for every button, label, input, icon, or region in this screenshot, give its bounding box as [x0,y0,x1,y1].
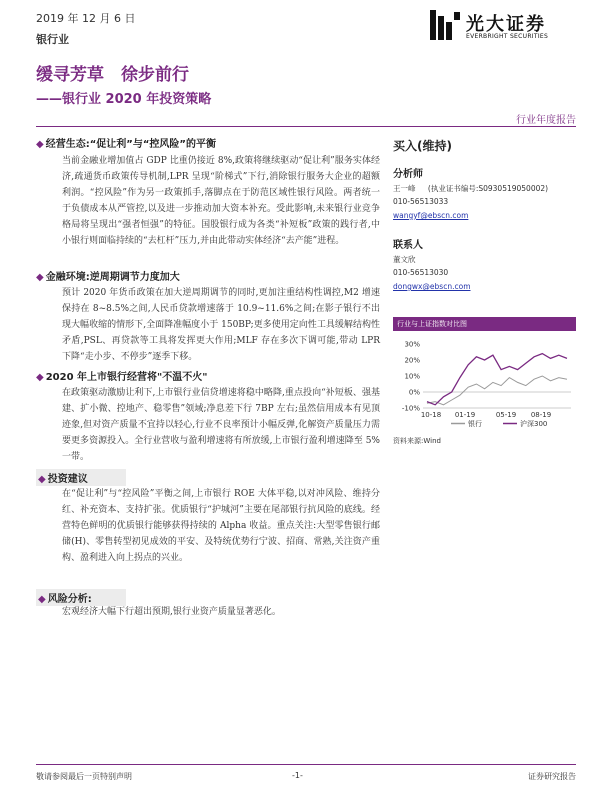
series-line-bank [427,376,567,405]
x-tick-label: 01-19 [454,411,476,419]
y-tick-label: -10% [401,404,420,413]
y-tick-label: 0% [408,388,420,397]
logo-mark-icon [428,8,462,42]
logo-chinese-text: 光大证券 [466,14,546,35]
report-date: 2019 年 12 月 6 日 [36,12,136,25]
section-body-investment-advice: 在“促让利”与“控风险”平衡之间,上市银行 ROE 大体平稳,以对冲风险、维持分红、补充资本、支持扩张。优质银行“护城河”主要在尾部银行抗风险的底线。经营特色鲜明的优质银行能够获得持续的 Alpha 收益。重点关注:大型零售银行邮储(H)、零售转型初见成效的平安、及特统优势行宁波、招商、常熟,关注资产重构、盈利进入向上拐点的兴业。 [62,489,380,563]
y-tick-label: 30% [404,340,420,349]
section-body-2020-outlook: 在政策驱动激励让利下,上市银行业信贷增速将稳中略降,重点投向“补短板、强基建、扩小微、控地产、稳零售”领域;净息差下行 7BP 左右;虽然信用成本有见顶迹象,但对资产质量不宜持以轻心,行业不良率预计小幅反弹,化解资产质量压力需要更多资源投入。全行业营收与盈利增速将有所放缓,上市银行盈利增速降至 5%一带。 [62,388,380,462]
x-tick-label: 10-18 [420,411,442,419]
analyst-name-line [393,183,548,194]
report-title: 缓寻芳草 徐步前行 [36,65,189,85]
x-tick-label: 05-19 [495,411,517,419]
section-body-operating-ecology: 当前金融业增加值占 GDP 比重仍接近 8%,政策将继续驱动“促让利”服务实体经济,疏通货币政策传导机制,LPR 呈现“阶梯式”下行,消除银行服务大企业的超额利润。“控风险”作为另一政策抓手,落脚点在于防范区域性银行风险。两者统一于负债成本从严管控,以及进一步推动加大资本补充。受此影响,未来银行业竞争格局将呈现出“强者恒强”的特征。国股银行成为各类“补短板”政策的践行者,中小银行则面临持续的“去杠杆”压力,并由此带动实体经济“去产能”进程。 [62,156,380,246]
y-tick-label: 20% [404,356,420,365]
footer-divider [36,764,576,765]
section-heading-risk-analysis: ◆ 风险分析: [36,589,126,606]
analyst-phone: 010-56513033 [393,197,449,206]
y-tick-label: 10% [404,372,420,381]
chart-title: 行业与上证指数对比图 [393,317,576,331]
footer-report-label: 证券研究报告 [528,772,576,781]
legend-label: 银行 [468,420,482,428]
report-subtitle: ——银行业 2020 年投资策略 [36,92,212,107]
report-type: 行业年度报告 [516,115,576,126]
section-heading-financial-environment: ◆ 金融环境:逆周期调节力度加大 [36,272,180,283]
analyst-email-link[interactable]: wangyf@ebscn.com [393,211,469,220]
analyst-license: (执业证书编号:S0930519050002) [427,184,549,193]
brand-logo [428,6,576,46]
industry-label: 银行业 [36,33,69,46]
chart-source: 资料来源:Wind [393,437,441,445]
diamond-bullet-icon: ◆ [36,139,44,150]
analyst-name: 王一峰 [393,184,416,193]
analyst-heading: 分析师 [393,169,423,180]
x-tick-label: 08-19 [530,411,552,419]
legend-label: 沪深300 [520,420,548,428]
logo-english-text: EVERBRIGHT SECURITIES [466,33,549,40]
title-divider [36,126,576,127]
diamond-bullet-icon: ◆ [36,272,44,283]
diamond-bullet-icon: ◆ [38,594,46,605]
section-body-risk-analysis: 宏观经济大幅下行超出预期,银行业资产质量显著恶化。 [62,607,281,617]
section-body-financial-environment: 预计 2020 年货币政策在加大逆周期调节的同时,更加注重结构性调控,M2 增速保持在 8~8.5%之间,人民币贷款增速落于 10.9~11.6%之间;在影子银行不出现大幅收缩的情形下,全面降准幅度小于 150BP;更多使用定向性工具缓解结构性矛盾,PSL、再贷款等工具将发挥更大作用;MLF 存在多次下调可能,带动 LPR 下降“走小步、不停步”逐季下移。 [62,288,380,362]
contact-phone: 010-56513030 [393,268,449,277]
contact-name: 董文欣 [393,255,416,264]
footer-page-number: -1- [292,771,303,780]
section-heading-2020-outlook: ◆ 2020 年上市银行经营将"不温不火" [36,372,208,383]
section-heading-investment-advice: ◆ 投资建议 [36,469,126,486]
contact-email-link[interactable]: dongwx@ebscn.com [393,282,471,291]
section-heading-operating-ecology: ◆ 经营生态:“促让利”与“控风险”的平衡 [36,139,216,150]
investment-rating: 买入(维持) [393,139,452,153]
diamond-bullet-icon: ◆ [36,372,44,383]
footer-disclaimer: 敬请参阅最后一页特别声明 [36,772,132,781]
comparison-line-chart [393,338,576,432]
contact-heading: 联系人 [393,240,423,251]
series-line-csi300 [427,354,567,405]
diamond-bullet-icon: ◆ [38,474,46,485]
